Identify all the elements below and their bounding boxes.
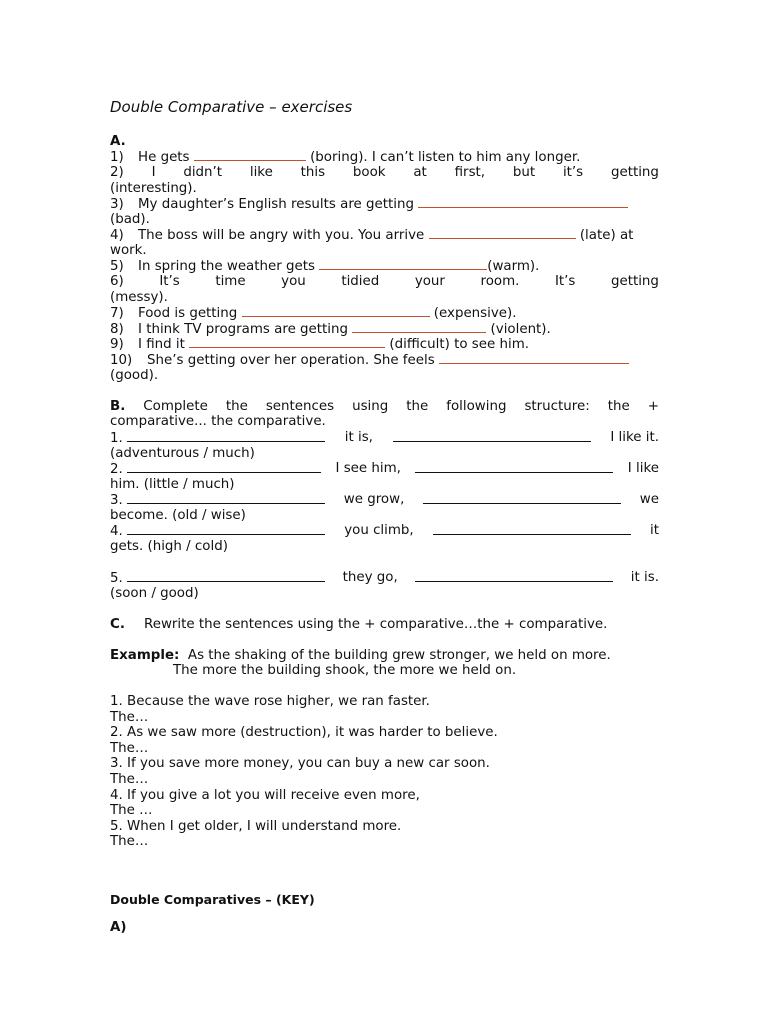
answer-blank xyxy=(242,305,430,317)
list-item: 9) I find it (difficult) to see him. xyxy=(110,337,529,352)
answer-prompt: The… xyxy=(110,834,149,849)
answer-blank xyxy=(127,523,325,535)
list-item: 3) My daughter’s English results are getting xyxy=(110,196,659,213)
answer-blank xyxy=(127,461,321,473)
section-b-intro: B. Complete the sentences using the following structure: the + xyxy=(110,399,659,414)
answer-blank xyxy=(319,258,487,270)
list-item: 10) She’s getting over her operation. She feels xyxy=(110,352,659,369)
answer-blank xyxy=(439,352,629,364)
list-item: 4. If you give a lot you will receive even more, xyxy=(110,788,420,803)
key-subheading: A) xyxy=(110,920,127,935)
answer-blank xyxy=(127,570,325,582)
answer-blank xyxy=(429,227,576,239)
section-b-heading: B. xyxy=(110,399,126,414)
list-item: 7) Food is getting (expensive). xyxy=(110,306,517,321)
answer-prompt: The… xyxy=(110,741,149,756)
answer-blank xyxy=(127,492,325,504)
list-item: 5) In spring the weather gets (warm). xyxy=(110,259,540,274)
list-item: 4) The boss will be angry with you. You arrive (late) at xyxy=(110,228,634,243)
list-item: 3. we grow, we xyxy=(110,492,659,508)
example-answer: The more the building shook, the more we held on. xyxy=(173,663,517,678)
answer-prompt: The… xyxy=(110,710,149,725)
list-item: 1) He gets (boring). I can’t listen to him any longer. xyxy=(110,150,581,165)
answer-prompt: The … xyxy=(110,803,153,818)
list-item: 3. If you save more money, you can buy a new car soon. xyxy=(110,756,490,771)
list-item: 5. they go, it is. xyxy=(110,570,659,586)
list-item: 1. it is, I like it. xyxy=(110,430,659,446)
section-a-heading: A. xyxy=(110,134,126,149)
answer-blank xyxy=(127,430,325,442)
answer-blank xyxy=(393,430,591,442)
answer-blank xyxy=(352,321,486,333)
answer-blank xyxy=(189,336,385,348)
key-heading: Double Comparatives – (KEY) xyxy=(110,892,315,907)
list-item: 4. you climb, it xyxy=(110,523,659,539)
answer-blank xyxy=(423,492,621,504)
list-item: 2. As we saw more (destruction), it was harder to believe. xyxy=(110,725,498,740)
section-c-heading: C. xyxy=(110,617,125,632)
list-item: 1. Because the wave rose higher, we ran faster. xyxy=(110,694,430,709)
answer-prompt: The… xyxy=(110,772,149,787)
page-title: Double Comparative – exercises xyxy=(110,98,353,116)
list-item: 8) I think TV programs are getting (violent). xyxy=(110,322,551,337)
answer-blank xyxy=(418,196,628,208)
list-item: 2. I see him, I like xyxy=(110,461,659,477)
answer-blank xyxy=(415,570,613,582)
list-item: 6) It’s time you tidied your room. It’s getting xyxy=(110,274,659,289)
answer-blank xyxy=(194,149,306,161)
section-c-instruction: C. Rewrite the sentences using the + comparative…the + comparative. xyxy=(110,617,608,632)
answer-blank xyxy=(415,461,613,473)
list-item: 2) I didn’t like this book at first, but it’s getting xyxy=(110,165,659,180)
list-item: 5. When I get older, I will understand more. xyxy=(110,819,402,834)
example-line: Example: As the shaking of the building grew stronger, we held on more. xyxy=(110,648,611,663)
answer-blank xyxy=(433,523,631,535)
